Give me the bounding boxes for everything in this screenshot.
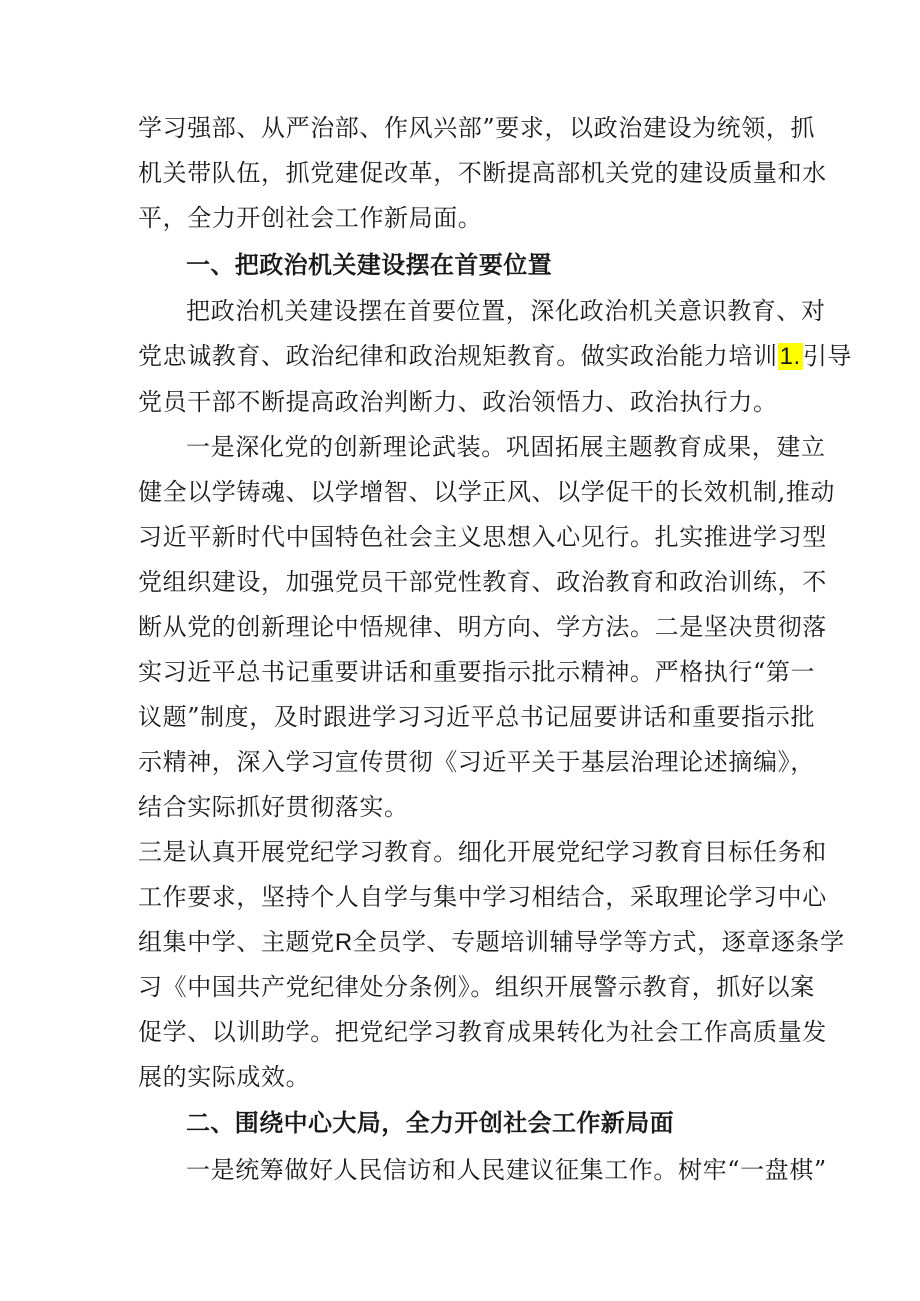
text-line: 党员干部不断提高政治判断力、政治领悟力、政治执行力。	[138, 388, 778, 416]
text-line: 三是认真开展党纪学习教育。细化开展党纪学习教育目标任务和	[138, 838, 827, 866]
section-heading: 一、把政治机关建设摆在首要位置	[186, 251, 552, 279]
text-line: 一是深化党的创新理论武装。巩固拓展主题教育成果，建立	[186, 433, 826, 461]
text-line: 把政治机关建设摆在首要位置，深化政治机关意识教育、对	[186, 297, 826, 325]
section-heading: 二、围绕中心大局，全力开创社会工作新局面	[186, 1109, 674, 1137]
text-segment: 引导	[802, 342, 853, 370]
text-line: 机关带队伍，抓党建促改革，不断提高部机关党的建设质量和水	[138, 159, 827, 187]
text-segment: R	[334, 929, 353, 956]
text-line	[138, 927, 845, 957]
text-line: 促学、以训助学。把党纪学习教育成果转化为社会工作高质量发	[138, 1018, 827, 1046]
highlighted-marker: 1.	[779, 343, 801, 370]
text-line: 工作要求，坚持个人自学与集中学习相结合，采取理论学习中心	[138, 883, 827, 911]
text-segment: 党忠诚教育、政治纪律和政治规矩教育。做实政治能力培训	[138, 342, 778, 370]
text-line: 实习近平总书记重要讲话和重要指示批示精神。严格执行“第一	[138, 658, 816, 686]
text-line: 学习强部、从严治部、作风兴部”要求，以政治建设为统领，抓	[138, 114, 816, 142]
text-line: 结合实际抓好贯彻落实。	[138, 793, 409, 821]
text-line	[138, 341, 852, 371]
text-line: 一是统筹做好人民信访和人民建议征集工作。树牢“一盘棋”	[186, 1156, 827, 1184]
text-line: 习近平新时代中国特色社会主义思想入心见行。扎实推进学习型	[138, 523, 827, 551]
text-segment: 组集中学、主题党	[138, 928, 335, 956]
text-line: 平，全力开创社会工作新局面。	[138, 204, 483, 232]
text-segment: 全员学、专题培训辅导学等方式，逐章逐条学	[352, 928, 845, 956]
text-line: 示精神，深入学习宣传贯彻《习近平关于基层治理论述摘编》，	[138, 748, 815, 776]
text-line: 展的实际成效。	[138, 1063, 311, 1091]
text-line: 断从党的创新理论中悟规律、明方向、学方法。二是坚决贯彻落	[138, 613, 827, 641]
text-line: 议题”制度，及时跟进学习习近平总书记屈要讲话和重要指示批	[138, 703, 816, 731]
text-line: 习《中国共产党纪律处分条例》。组织开展警示教育，抓好以案	[138, 973, 815, 1001]
text-line: 党组织建设，加强党员干部党性教育、政治教育和政治训练，不	[138, 568, 827, 596]
text-line: 健全以学铸魂、以学增智、以学正风、以学促干的长效机制,推动	[138, 478, 836, 506]
